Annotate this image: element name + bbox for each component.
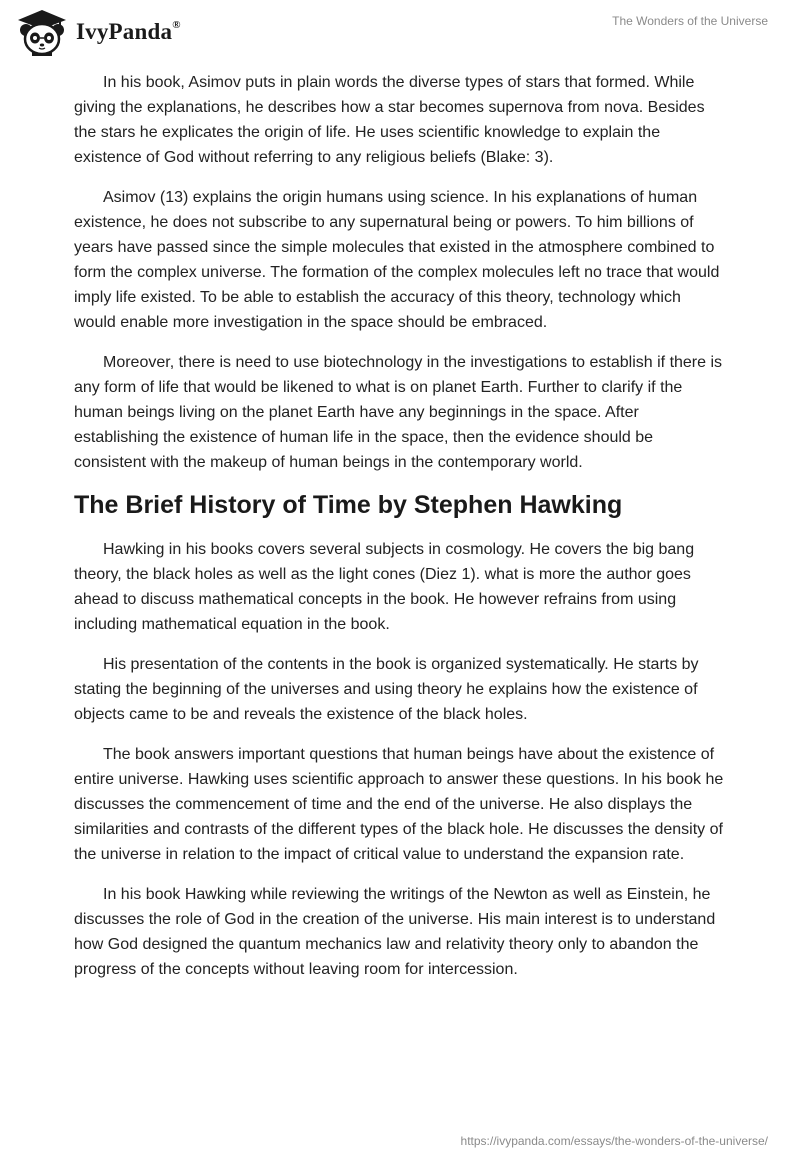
paragraph: Hawking in his books covers several subjects in cosmology. He covers the big bang theory, the black holes as well as the light cones (Diez 1). what is more the author goes ahead to discuss mathematical concepts in the book. He however refrains from using including mathematical equation in the book.: [74, 541, 695, 633]
brand-logo[interactable]: [14, 8, 181, 56]
panda-graduate-icon: [14, 8, 70, 56]
paragraph: In his book Hawking while reviewing the writings of the Newton as well as Einstein, he discusses the role of God in the creation of the universe. His main interest is to understand how God designed the quantum mechanics law and relativity theory only to abandon the progress of the concepts without leaving room for intercession.: [74, 886, 716, 978]
paragraph: Moreover, there is need to use biotechnology in the investigations to establish if there is any form of life that would be likened to what is on planet Earth. Further to clarify if the human beings living on the planet Earth have any beginnings in the space. After establishing the existence of human life in the space, then the evidence should be consistent with the makeup of human beings in the contemporary world.: [74, 354, 723, 471]
running-title: The Wonders of the Universe: [612, 14, 768, 28]
source-url[interactable]: https://ivypanda.com/essays/the-wonders-of-the-universe/: [460, 1134, 768, 1148]
paragraph: Asimov (13) explains the origin humans using science. In his explanations of human existence, he does not subscribe to any supernatural being or powers. To him billions of years have passed since the simple molecules that existed in the atmosphere combined to form the complex universe. The formation of the complex molecules left no trace that would imply life existed. To be able to establish the accuracy of this theory, technology which would enable more investigation in the space should be embraced.: [74, 189, 720, 331]
paragraph: In his book, Asimov puts in plain words the diverse types of stars that formed. While giving the explanations, he describes how a star becomes supernova from nova. Besides the stars he explicates the origin of life. He uses scientific knowledge to explain the existence of God without referring to any religious beliefs (Blake: 3).: [74, 74, 705, 166]
essay-body: [74, 70, 726, 997]
paragraph: The book answers important questions that human beings have about the existence of entire universe. Hawking uses scientific approach to answer these questions. In his book he discusses the commencement of time and the end of the universe. He also displays the similarities and contrasts of the different types of the black hole. He discusses the density of the universe in relation to the impact of critical value to understand the expansion rate.: [74, 746, 724, 863]
page-header: [0, 0, 800, 62]
paragraph: His presentation of the contents in the book is organized systematically. He starts by stating the beginning of the universes and using theory he explains how the existence of objects came to be and reveals the existence of the black holes.: [74, 656, 699, 723]
brand-name: IvyPanda®: [76, 19, 181, 44]
section-heading: The Brief History of Time by Stephen Hawking: [74, 491, 623, 519]
registered-mark: ®: [172, 19, 181, 32]
